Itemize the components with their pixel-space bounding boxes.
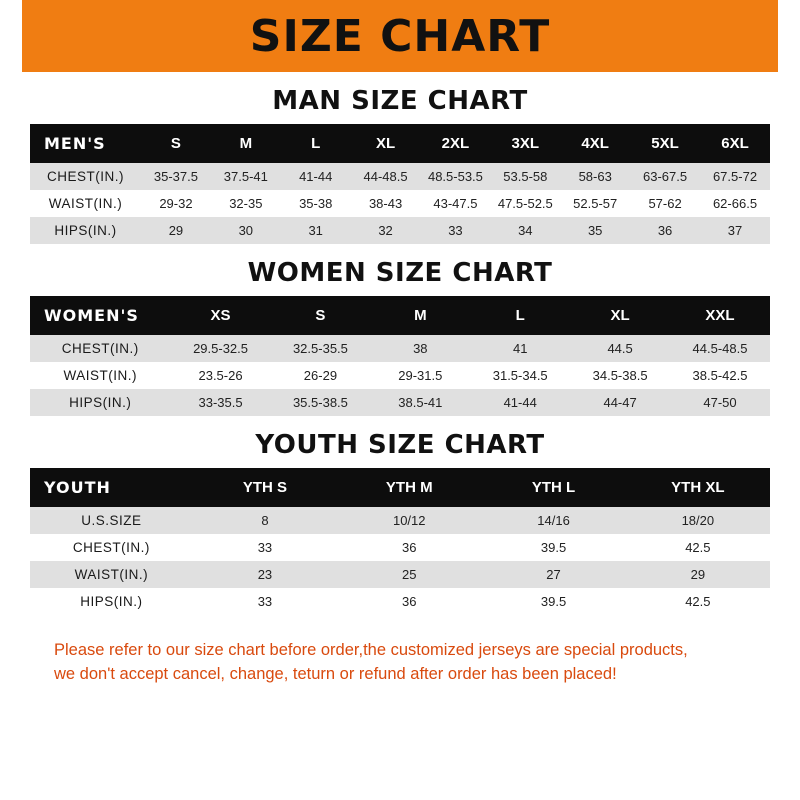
men-waist-l: 35-38 [299,196,333,211]
men-chest-l: 41-44 [299,169,333,184]
youth-chest-s: 33 [257,540,273,555]
men-chest-m: 37.5-41 [223,169,268,184]
chart-content [0,86,800,687]
youth-waist-xl: 29 [690,567,706,582]
youth-ussize-l: 14/16 [537,513,570,528]
women-hips-xxl: 47-50 [703,395,737,410]
men-waist-4xl: 52.5-57 [573,196,618,211]
youth-hips-s: 33 [257,594,273,609]
youth-chest-l: 39.5 [540,540,567,555]
table-row [30,217,770,244]
table-row [30,335,770,362]
women-row-waist-label: WAIST(IN.) [63,368,138,383]
women-hips-l: 41-44 [503,395,537,410]
table-row [30,163,770,190]
men-row-hips-label: HIPS(IN.) [54,223,117,238]
women-header-xl: XL [570,296,670,335]
men-hips-l: 31 [308,223,323,238]
women-hips-s: 35.5-38.5 [292,395,348,410]
women-chest-s: 32.5-35.5 [292,341,348,356]
men-hips-4xl: 35 [587,223,603,238]
women-hips-m: 38.5-41 [398,395,443,410]
men-chest-3xl: 53.5-58 [503,169,548,184]
men-size-table [30,124,770,244]
table-row [30,507,770,534]
youth-row-hips-label: HIPS(IN.) [80,594,143,609]
men-chest-6xl: 67.5-72 [712,169,758,184]
youth-row-ussize-label: U.S.SIZE [81,513,142,528]
women-chest-xs: 29.5-32.5 [193,341,248,356]
women-header-xxl: XXL [670,296,770,335]
men-hips-2xl: 33 [448,223,463,238]
youth-chest-xl: 42.5 [685,540,711,555]
youth-header-l: YTH L [481,468,625,507]
table-row [30,190,770,217]
men-waist-xl: 38-43 [368,196,403,211]
men-header-label: MEN'S [30,124,141,163]
men-hips-s: 29 [168,223,184,238]
youth-row-chest-label: CHEST(IN.) [72,540,150,555]
men-header-3xl: 3XL [490,124,560,163]
men-hips-m: 30 [238,223,254,238]
youth-waist-l: 27 [546,567,561,582]
men-row-chest-label: CHEST(IN.) [47,169,124,184]
men-hips-6xl: 37 [727,223,743,238]
youth-hips-l: 39.5 [540,594,567,609]
men-hips-3xl: 34 [518,223,533,238]
women-waist-s: 26-29 [303,368,338,383]
youth-ussize-s: 8 [261,513,269,528]
women-section-title: WOMEN SIZE CHART [247,258,553,288]
footer-note-line-1: Please refer to our size chart before order,the customized jerseys are special products, [54,641,688,659]
table-header-row [30,124,770,163]
women-hips-xs: 33-35.5 [198,395,243,410]
women-waist-l: 31.5-34.5 [492,368,548,383]
youth-hips-xl: 42.5 [685,594,711,609]
header-band [0,0,800,72]
men-header-2xl: 2XL [421,124,491,163]
women-header-label: WOMEN'S [30,296,171,335]
header-left-white-edge [0,0,22,72]
women-row-hips-label: HIPS(IN.) [69,395,132,410]
youth-hips-m: 36 [402,594,417,609]
women-header-s: S [270,296,370,335]
women-waist-m: 29-31.5 [398,368,443,383]
youth-ussize-m: 10/12 [392,513,426,528]
youth-header-xl: YTH XL [626,468,770,507]
men-header-4xl: 4XL [560,124,630,163]
youth-header-m: YTH M [337,468,481,507]
women-chest-l: 41 [512,341,528,356]
men-chest-xl: 44-48.5 [363,169,408,184]
footer-note [30,629,770,687]
men-header-l: L [281,124,351,163]
men-waist-3xl: 47.5-52.5 [497,196,553,211]
table-row [30,588,770,615]
youth-size-table [30,468,770,615]
men-hips-xl: 32 [378,223,393,238]
men-chest-s: 35-37.5 [153,169,198,184]
women-hips-xl: 44-47 [603,395,637,410]
men-header-xl: XL [351,124,421,163]
women-header-xs: XS [171,296,271,335]
youth-waist-m: 25 [402,567,417,582]
men-waist-6xl: 62-66.5 [712,196,758,211]
table-header-row [30,296,770,335]
women-row-chest-label: CHEST(IN.) [61,341,139,356]
men-section-title: MAN SIZE CHART [272,86,528,116]
men-chest-5xl: 63-67.5 [643,169,688,184]
table-header-row [30,468,770,507]
page-title: SIZE CHART [249,10,551,62]
women-header-l: L [470,296,570,335]
header-right-white-edge [778,0,800,72]
women-chest-m: 38 [413,341,428,356]
men-header-s: S [141,124,211,163]
youth-row-waist-label: WAIST(IN.) [74,567,149,582]
women-waist-xs: 23.5-26 [198,368,243,383]
men-waist-5xl: 57-62 [648,196,682,211]
men-waist-s: 29-32 [159,196,193,211]
men-row-waist-label: WAIST(IN.) [48,196,123,211]
women-waist-xl: 34.5-38.5 [592,368,648,383]
footer-note-line-2: we don't accept cancel, change, teturn or refund after order has been placed! [54,664,617,683]
men-header-m: M [211,124,281,163]
table-row [30,389,770,416]
men-header-5xl: 5XL [630,124,700,163]
youth-header-s: YTH S [193,468,337,507]
youth-chest-m: 36 [402,540,417,555]
men-chest-2xl: 48.5-53.5 [427,169,483,184]
table-row [30,534,770,561]
women-chest-xxl: 44.5-48.5 [692,341,748,356]
youth-header-label: YOUTH [30,468,193,507]
women-header-m: M [370,296,470,335]
women-size-table [30,296,770,416]
women-waist-xxl: 38.5-42.5 [692,368,748,383]
table-row [30,561,770,588]
men-header-6xl: 6XL [700,124,770,163]
table-row [30,362,770,389]
men-waist-2xl: 43-47.5 [433,196,478,211]
women-chest-xl: 44.5 [607,341,633,356]
youth-ussize-xl: 18/20 [681,513,715,528]
men-hips-5xl: 36 [657,223,673,238]
men-chest-4xl: 58-63 [578,169,612,184]
men-waist-m: 32-35 [229,196,263,211]
youth-waist-s: 23 [257,567,273,582]
youth-section-title: YOUTH SIZE CHART [255,430,545,460]
